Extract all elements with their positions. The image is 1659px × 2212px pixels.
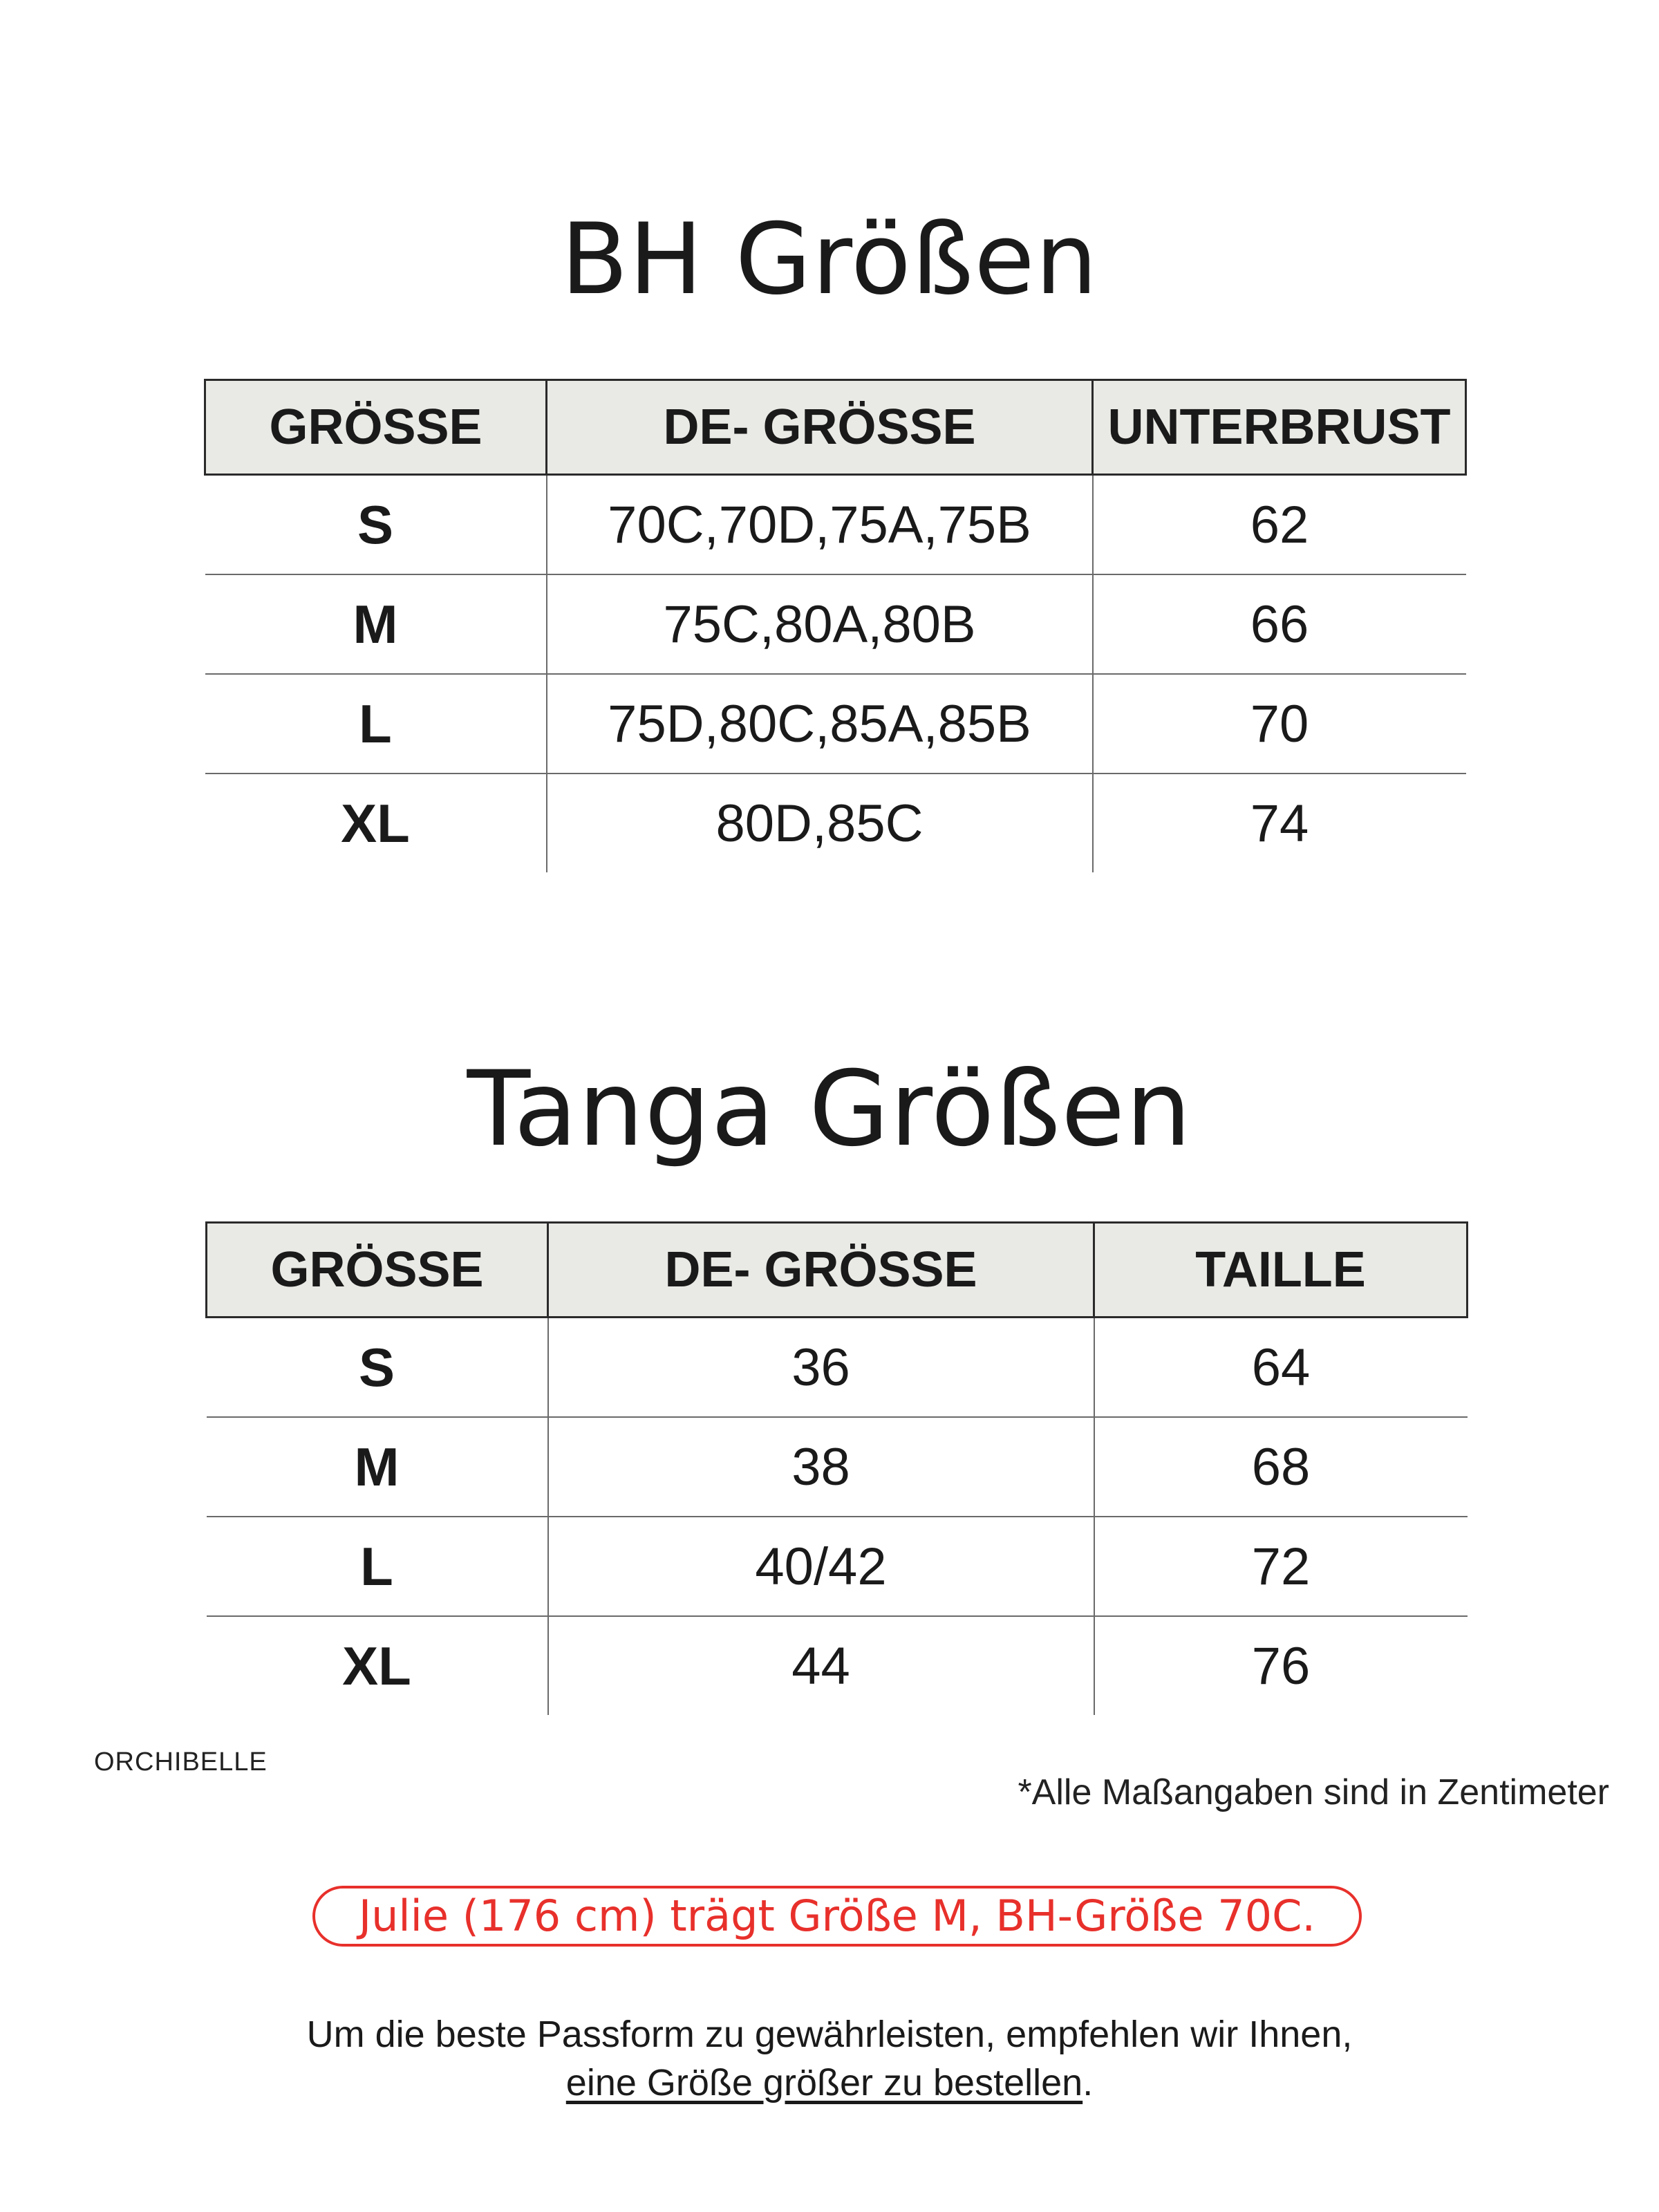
bh-size-table — [204, 379, 1467, 872]
table-row — [205, 574, 1466, 674]
tanga-sizes-title: Tanga Größen — [467, 1049, 1192, 1170]
column-header-size: GRÖSSE — [205, 380, 547, 475]
fit-advice-line: Um die beste Passform zu gewährleisten, empfehlen wir Ihnen, — [306, 2014, 1353, 2055]
size-cell: XL — [342, 1635, 411, 1696]
de-size-cell: 36 — [548, 1318, 1094, 1418]
size-cell: L — [207, 1517, 548, 1616]
fit-advice — [0, 2010, 1659, 2107]
column-header-size: GRÖSSE — [207, 1223, 548, 1318]
model-size-badge: Julie (176 cm) trägt Größe M, BH-Größe 70C. — [312, 1886, 1362, 1947]
waist-cell: 72 — [1094, 1517, 1468, 1616]
table-row — [207, 1616, 1468, 1715]
waist-cell: 64 — [1094, 1318, 1468, 1418]
size-cell: M — [207, 1417, 548, 1517]
table-row — [207, 1517, 1468, 1616]
de-size-cell: 38 — [548, 1417, 1094, 1517]
waist-cell: 68 — [1094, 1417, 1468, 1517]
size-up-link[interactable]: eine Größe größer zu bestellen — [565, 2062, 1083, 2103]
de-size-cell: 75D,80C,85A,85B — [547, 674, 1093, 774]
size-cell: M — [205, 574, 547, 674]
de-size-cell: 75C,80A,80B — [547, 574, 1093, 674]
table-row — [205, 674, 1466, 774]
column-header-de-size: DE- GRÖSSE — [548, 1223, 1094, 1318]
de-size-cell: 70C,70D,75A,75B — [547, 475, 1093, 575]
table-header-row — [207, 1223, 1468, 1318]
underbust-cell: 62 — [1093, 475, 1466, 575]
size-cell: S — [205, 475, 547, 575]
column-header-underbust: UNTERBRUST — [1093, 380, 1466, 475]
table-row — [207, 1417, 1468, 1517]
de-size-cell: 44 — [548, 1616, 1094, 1715]
measurement-note: *Alle Maßangaben sind in Zentimeter — [1018, 1772, 1609, 1812]
fit-advice-line-2 — [0, 2059, 1659, 2107]
de-size-cell: 80D,85C — [547, 774, 1093, 872]
fit-advice-period: . — [1082, 2062, 1094, 2103]
tanga-size-table — [205, 1221, 1468, 1715]
table-row — [205, 774, 1466, 872]
column-header-de-size: DE- GRÖSSE — [547, 380, 1093, 475]
brand-label: ORCHIBELLE — [94, 1747, 268, 1777]
table-row — [207, 1318, 1468, 1418]
size-cell: L — [205, 674, 547, 774]
size-cell: XL — [341, 792, 410, 854]
column-header-waist: TAILLE — [1094, 1223, 1468, 1318]
underbust-cell: 66 — [1093, 574, 1466, 674]
size-cell: S — [207, 1318, 548, 1418]
de-size-cell: 40/42 — [548, 1517, 1094, 1616]
waist-cell: 76 — [1251, 1636, 1311, 1696]
bh-sizes-title: BH Größen — [561, 203, 1098, 317]
table-header-row — [205, 380, 1466, 475]
underbust-cell: 74 — [1250, 794, 1309, 853]
table-row — [205, 475, 1466, 575]
underbust-cell: 70 — [1093, 674, 1466, 774]
